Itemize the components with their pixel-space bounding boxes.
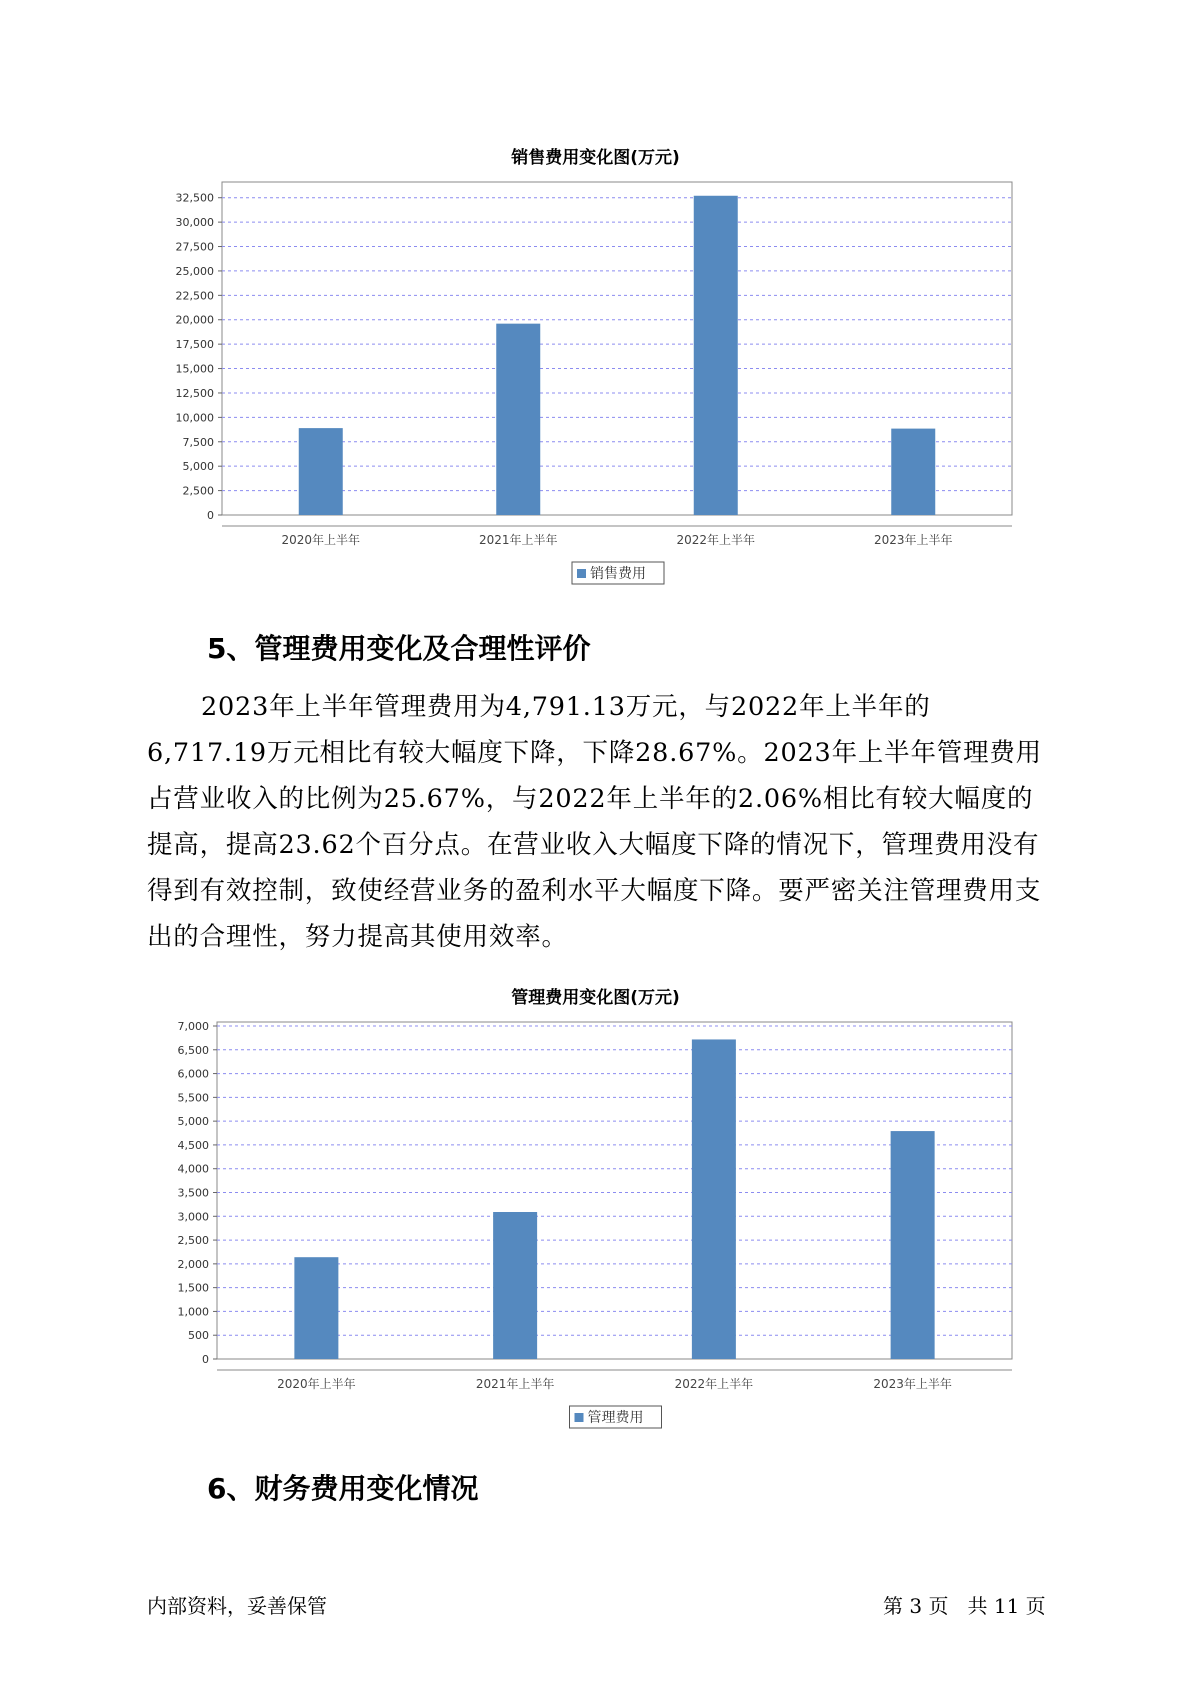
legend-label: 销售费用	[590, 566, 646, 582]
bar	[299, 428, 343, 515]
y-tick-label: 7,000	[177, 1020, 209, 1033]
section-heading: 5、管理费用变化及合理性评价	[207, 632, 591, 665]
y-tick-label: 2,500	[182, 484, 214, 498]
x-tick-label: 2022年上半年	[676, 533, 756, 547]
y-tick-label: 500	[188, 1329, 209, 1343]
y-tick-label: 5,500	[177, 1091, 209, 1105]
y-tick-label: 10,000	[175, 411, 214, 425]
y-tick-label: 1,000	[177, 1305, 209, 1319]
footer-left: 内部资料，妥善保管	[147, 1594, 327, 1618]
legend	[570, 1406, 662, 1428]
x-tick-label: 2020年上半年	[277, 1377, 356, 1391]
y-tick-label: 12,500	[175, 386, 214, 400]
x-tick-label: 2020年上半年	[281, 533, 361, 547]
y-tick-label: 15,000	[175, 362, 214, 376]
y-tick-label: 2,500	[177, 1234, 209, 1248]
y-tick-label: 0	[207, 509, 214, 522]
admin-expense-chart	[0, 1010, 1191, 1440]
y-tick-label: 32,500	[175, 191, 214, 205]
x-tick-label: 2023年上半年	[873, 1377, 952, 1391]
y-tick-label: 4,000	[177, 1162, 209, 1176]
bar	[694, 196, 738, 515]
y-tick-label: 6,000	[177, 1067, 209, 1081]
sales-expense-chart	[0, 170, 1191, 590]
y-tick-label: 30,000	[175, 216, 214, 230]
bar	[493, 1212, 537, 1359]
y-tick-label: 22,500	[175, 289, 214, 303]
bar	[294, 1257, 338, 1359]
bar	[496, 324, 540, 515]
y-tick-label: 2,000	[177, 1257, 209, 1271]
x-tick-label: 2022年上半年	[674, 1377, 754, 1391]
chart-title: 管理费用变化图(万元)	[511, 988, 680, 1008]
y-tick-label: 27,500	[175, 240, 214, 254]
y-tick-label: 5,000	[177, 1115, 209, 1129]
footer-right: 第 3 页 共 11 页	[883, 1594, 1046, 1618]
legend-swatch	[575, 1413, 584, 1422]
bar	[891, 429, 935, 515]
y-tick-label: 0	[202, 1353, 209, 1366]
y-tick-label: 6,500	[177, 1043, 209, 1057]
bar	[891, 1131, 935, 1359]
y-tick-label: 1,500	[177, 1281, 209, 1295]
x-tick-label: 2023年上半年	[873, 533, 953, 547]
y-tick-label: 5,000	[182, 460, 214, 474]
y-tick-label: 20,000	[175, 313, 214, 327]
paragraph-text: 2023年上半年管理费用为4,791.13万元，与2022年上半年的6,717.19万元相比有较大幅度下降，下降28.67%。2023年上半年管理费用占营业收入的比例为25.67%，与2022年上半年的2.06%相比有较大幅度的提高，提高23.62个百分点。在营业收入大幅度下降的情况下，管理费用没有得到有效控制，致使经营业务的盈利水平大幅度下降。要严密关注管理费用支出的合理性，努力提高其使用效率。	[147, 692, 1042, 952]
section-heading: 6、财务费用变化情况	[207, 1472, 479, 1505]
chart-title: 销售费用变化图(万元)	[511, 148, 680, 168]
y-tick-label: 3,000	[177, 1210, 209, 1224]
y-tick-label: 4,500	[177, 1138, 209, 1152]
legend	[572, 562, 664, 584]
section-paragraph	[147, 684, 1047, 960]
legend-swatch	[577, 569, 586, 578]
legend-label: 管理费用	[587, 1410, 644, 1426]
y-tick-label: 17,500	[175, 338, 214, 352]
y-tick-label: 3,500	[177, 1186, 209, 1200]
bar	[692, 1039, 736, 1359]
y-tick-label: 25,000	[175, 264, 214, 278]
x-tick-label: 2021年上半年	[478, 533, 558, 547]
y-tick-label: 7,500	[182, 435, 214, 449]
x-tick-label: 2021年上半年	[475, 1377, 555, 1391]
